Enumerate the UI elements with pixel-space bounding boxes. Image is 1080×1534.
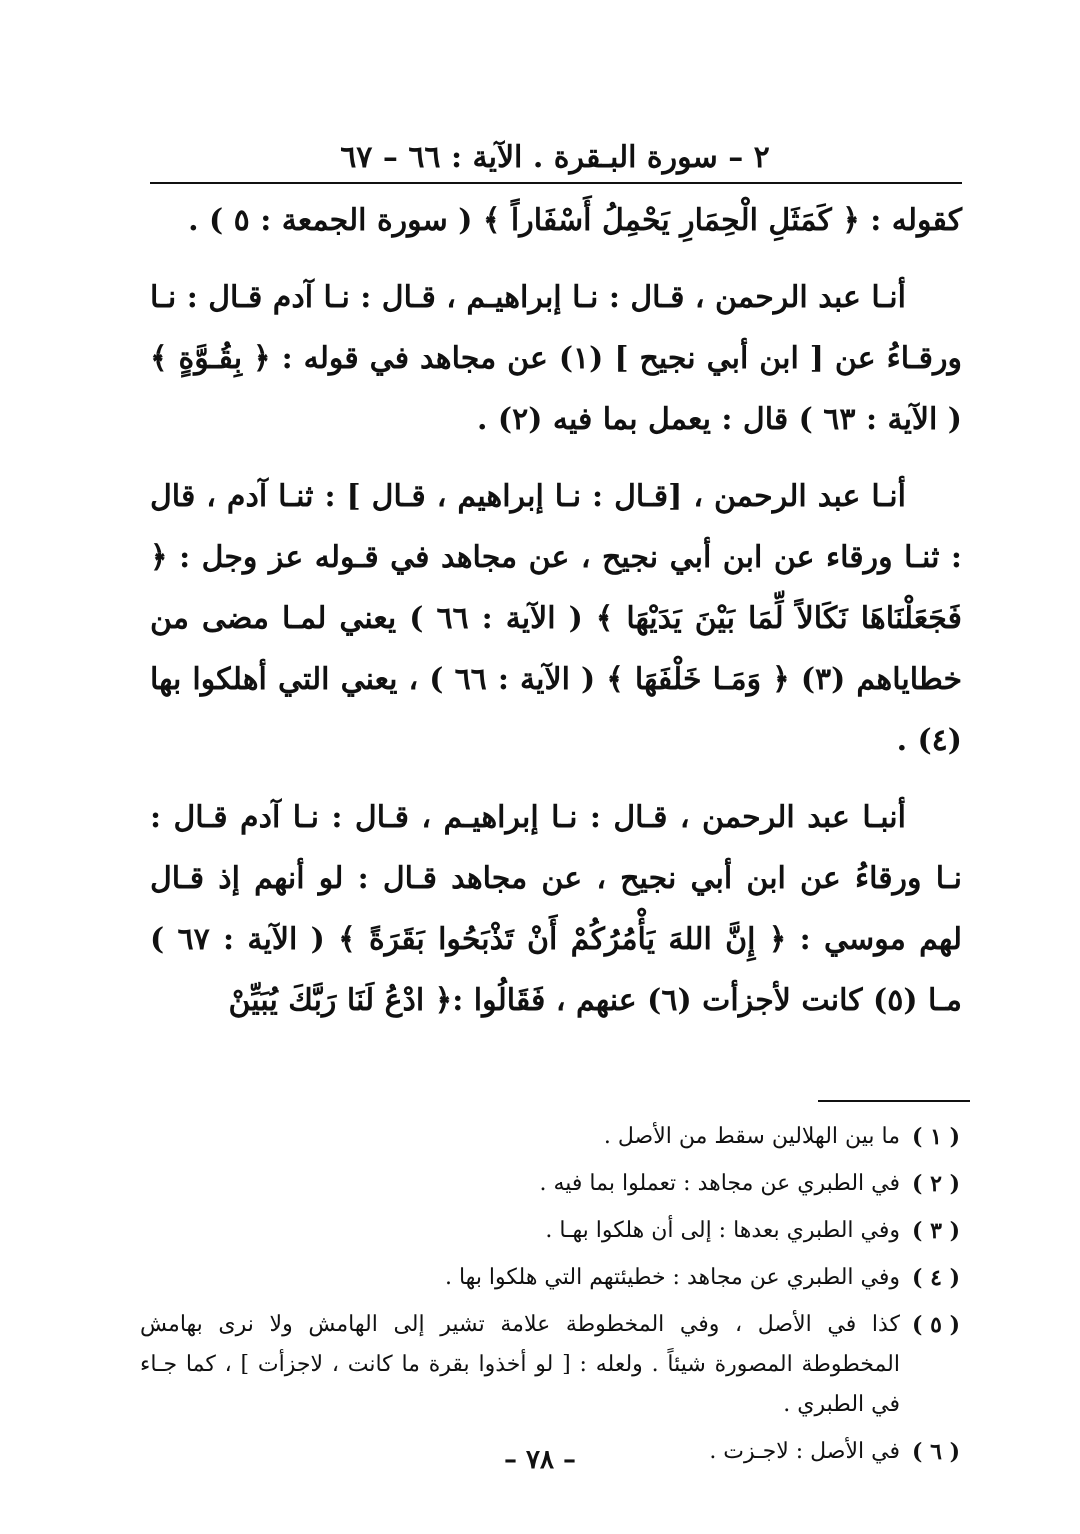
footnote-number: ( ٥ ) bbox=[912, 1312, 960, 1338]
paragraph-3: أنـا عبد الرحمن ، [قـال : نـا إبراهيم ، قـال ] : ثنـا آدم ، قال : ثنـا ورقاء عن ابن أبي نجيح ، عن مجاهد في قـوله عز وجل : ﴿ فَجَعَلْنَاهَا نَكَالاً لِّمَا بَيْنَ يَدَيْهَا ﴾ ( الآية : ٦٦ ) يعني لمـا مضى من خطاياهم (٣) ﴿ وَمَـا خَلْفَهَا ﴾ ( الآية : ٦٦ ) ، يعني التي أهلكوا بها (٤) . bbox=[150, 479, 962, 758]
footnote-number: ( ٦ ) bbox=[912, 1439, 960, 1465]
footnote-text: في الأصل : لاجـزت . bbox=[709, 1439, 900, 1464]
paragraph-4: أنبـا عبد الرحمن ، قـال : نـا إبراهيـم ، قـال : نـا آدم قـال : نـا ورقاءُ عن ابن أبي نجيح ، عن مجاهد قـال : لو أنهم إذ قـال لهم موسي : ﴿ إِنَّ اللهَ يَأْمُرُكُمْ أَنْ تَذْبَحُوا بَقَرَةً ﴾ ( الآية : ٦٧ ) مـا (٥) كانت لأجزأت (٦) عنهم ، فَقَالُوا :﴿ ادْعُ لَنَا رَبَّكَ يُبَيِّنْ bbox=[150, 800, 963, 1018]
paragraph-2: أنـا عبد الرحمن ، قـال : نـا إبراهيـم ، قـال : نـا آدم قـال : نـا ورقـاءُ عن [ ابن أبي نجيح ] (١) عن مجاهد في قوله : ﴿ بِقُـوَّةٍ ﴾ ( الآية : ٦٣ ) قال : يعمل بما فيه (٢) . bbox=[150, 280, 962, 437]
footnote-item bbox=[140, 1211, 960, 1251]
footnote-item bbox=[140, 1305, 960, 1425]
footnote-text: وفي الطبري عن مجاهد : خطيئتهم التي هلكوا بها . bbox=[444, 1265, 900, 1290]
footnotes-list bbox=[140, 1117, 960, 1479]
footnote-number: ( ٢ ) bbox=[912, 1171, 960, 1197]
footnote-number: ( ٤ ) bbox=[912, 1265, 960, 1291]
footnote-text: في الطبري عن مجاهد : تعملوا بما فيه . bbox=[539, 1171, 900, 1196]
running-header: ٢ – سورة البـقرة . الآية : ٦٦ – ٦٧ bbox=[340, 140, 770, 175]
footnote-rule bbox=[818, 1100, 970, 1102]
body-text bbox=[150, 190, 962, 1047]
footnote-item bbox=[140, 1164, 960, 1204]
page-number: – ٧٨ – bbox=[503, 1445, 577, 1475]
footnote-item bbox=[140, 1258, 960, 1298]
header-rule bbox=[150, 182, 962, 184]
footnote-text: ما بين الهلالين سقط من الأصل . bbox=[603, 1124, 900, 1149]
footnote-text: كذا في الأصل ، وفي المخطوطة علامة تشير إلى الهامش ولا نرى بهامش المخطوطة المصورة شيئاً . ولعله : [ لو أخذوا بقرة ما كانت ، لاجزأت ] ، كما جـاء في الطبري . bbox=[140, 1312, 900, 1417]
footnote-number: ( ٣ ) bbox=[912, 1218, 960, 1244]
footnote-text: وفي الطبري بعدها : إلى أن هلكوا بهـا . bbox=[545, 1218, 900, 1243]
paragraph-1: كقوله : ﴿ كَمَثَلِ الْحِمَارِ يَحْمِلُ أَسْفَاراً ﴾ ( سورة الجمعة : ٥ ) . bbox=[188, 203, 962, 238]
footnote-number: ( ١ ) bbox=[912, 1124, 960, 1150]
footnote-item bbox=[140, 1117, 960, 1157]
